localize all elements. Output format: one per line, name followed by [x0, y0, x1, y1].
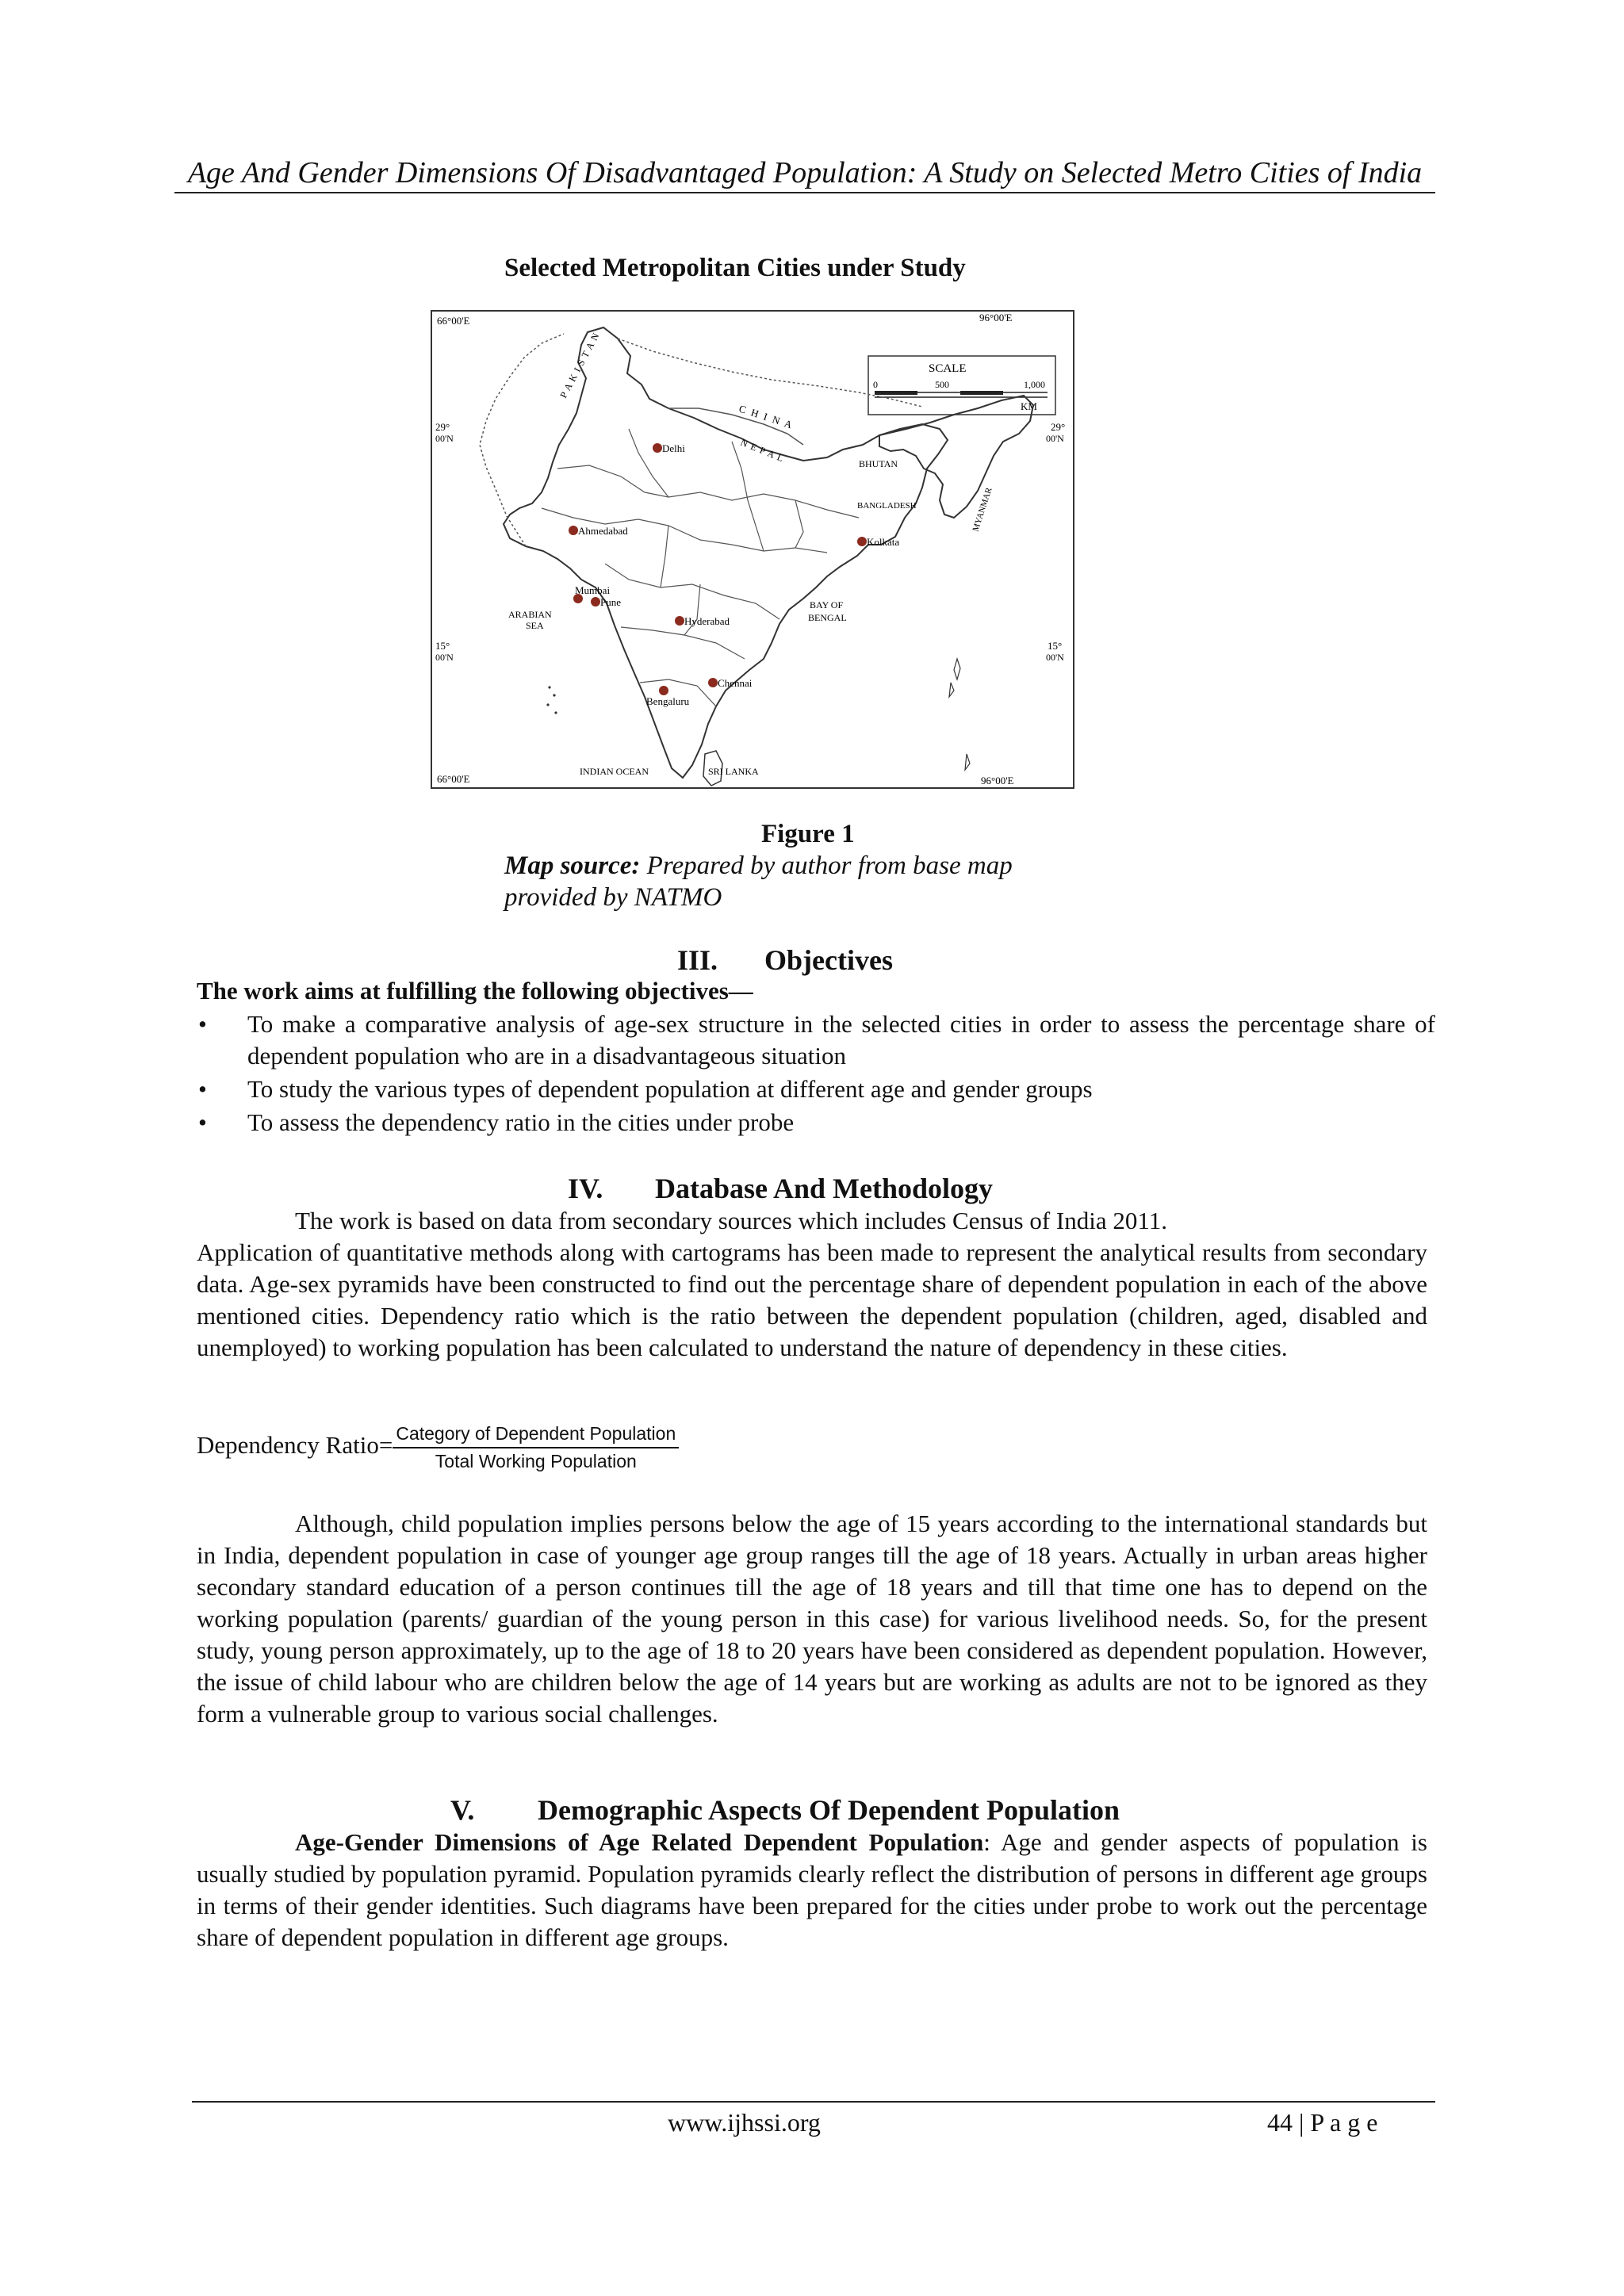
map-corner-tl: 66°00'E — [437, 315, 470, 327]
scale-title: SCALE — [929, 362, 967, 375]
section-heading-objectives — [677, 943, 893, 977]
label-pakistan: P A K I S T A N — [557, 330, 602, 400]
section-heading-methodology — [568, 1172, 993, 1205]
city-label: Mumbai — [575, 584, 611, 596]
city-marker — [653, 443, 662, 453]
demographic-para — [197, 1827, 1427, 1954]
city-label: Kolkata — [867, 536, 900, 548]
demographic-text: : Age and gender aspects of population is usually studied by population pyramid. Population pyramids clearly reflect the distribution of persons in different age groups in terms of their gender identities. Such diagrams have been prepared for the cities under probe to work out the percentage share of dependent population in different age groups. — [197, 1828, 1427, 1951]
city-marker — [708, 678, 718, 687]
city-pune — [591, 596, 621, 608]
city-label: Pune — [600, 596, 621, 608]
city-marker — [659, 686, 668, 695]
city-label: Delhi — [662, 442, 685, 454]
city-marker — [569, 526, 578, 535]
lat-15-left-sub: 00'N — [435, 652, 454, 663]
map-corner-bl: 66°00'E — [437, 773, 470, 785]
lat-29-right: 29° — [1051, 421, 1066, 433]
section-number: III. — [677, 944, 718, 976]
section-heading-demographic — [450, 1793, 1120, 1827]
list-item: • To assess the dependency ratio in the cities under probe — [198, 1107, 1435, 1138]
lat-15-right: 15° — [1048, 640, 1063, 652]
list-item: • To study the various types of dependent population at different age and gender groups — [198, 1073, 1435, 1105]
formula-numerator: Category of Dependent Population — [393, 1423, 679, 1448]
city-label: Ahmedabad — [578, 525, 628, 537]
figure-source-label: Map source: — [504, 851, 641, 880]
methodology-para-2: Application of quantitative methods along with cartograms has been made to represent the analytical results from secondary data. Age-sex pyramids have been constructed to find out the percentage share of dependent population in each of the above mentioned cities. Dependency ratio which is the ratio between the dependent population (children, aged, disabled and unemployed) to working population has been calculated to understand the nature of dependency in these cities. — [197, 1238, 1427, 1361]
figure-source — [504, 850, 1107, 913]
figure-title: Selected Metropolitan Cities under Study — [504, 254, 966, 282]
footer-url: www.ijhssi.org — [668, 2108, 821, 2137]
scale-500: 500 — [935, 379, 949, 390]
lat-29-right-sub: 00'N — [1046, 433, 1064, 444]
label-bay-2: BENGAL — [808, 612, 847, 623]
map-corner-br: 96°00'E — [981, 775, 1014, 786]
city-label: Chennai — [718, 677, 753, 689]
scale-1000: 1,000 — [1024, 379, 1045, 390]
figure-source-text: Prepared by author from base map provided by NATMO — [504, 851, 1013, 912]
section-title: Database And Methodology — [655, 1173, 994, 1204]
label-sri-lanka: SRI LANKA — [708, 766, 759, 777]
city-marker — [857, 537, 867, 546]
section-title: Demographic Aspects Of Dependent Population — [538, 1794, 1120, 1826]
lat-15-right-sub: 00'N — [1046, 652, 1064, 663]
running-title: Age And Gender Dimensions Of Disadvantaged Population: A Study on Selected Metro Cities of India — [187, 156, 1423, 189]
city-delhi — [653, 442, 685, 454]
city-ahmedabad — [569, 525, 628, 537]
lat-15-left: 15° — [435, 640, 450, 652]
label-nepal: N E P A L — [738, 436, 786, 465]
label-bay-1: BAY OF — [810, 599, 844, 610]
methodology-para-1: The work is based on data from secondary sources which includes Census of India 2011. — [295, 1207, 1167, 1234]
label-bhutan: BHUTAN — [859, 458, 898, 469]
city-label: Hyderabad — [684, 615, 730, 627]
list-item: • To make a comparative analysis of age-sex structure in the selected cities in order to assess the percentage share of dependent population who are in a disadvantageous situation — [198, 1008, 1435, 1072]
demographic-lead: Age-Gender Dimensions of Age Related Dependent Population — [295, 1828, 984, 1856]
section-title: Objectives — [764, 944, 893, 976]
section-number: V. — [450, 1794, 475, 1826]
map-corner-tr: 96°00'E — [979, 312, 1013, 323]
figure-label: Figure 1 — [761, 820, 855, 848]
map-frame — [431, 311, 1074, 788]
scale-unit: KM — [1021, 400, 1037, 412]
label-bangladesh: BANGLADESH — [857, 501, 917, 511]
dependency-ratio-formula — [197, 1423, 679, 1472]
methodology-para-3: Although, child population implies persons below the age of 15 years according to the international standards but in India, dependent population in case of younger age group ranges till the age of 18 years. Actually in urban areas higher secondary standard education of a person continues till the age of 18 years and till that time one has to depend on the working population (parents/ guardian of the young person in this case) for various livelihood needs. So, for the present study, young person approximately, up to the age of 18 to 20 years have been considered as dependent population. However, the issue of child labour who are children below the age of 14 years but are working as adults are not to be ignored as they form a vulnerable group to various social challenges. — [197, 1510, 1427, 1728]
city-marker — [591, 597, 600, 607]
objectives-lead: The work aims at fulfilling the following objectives— — [197, 977, 753, 1004]
page-number: 44 | P a g e — [1267, 2108, 1378, 2137]
city-marker — [675, 616, 684, 626]
lat-29-left: 29° — [435, 421, 450, 433]
footer-rule — [192, 2101, 1435, 2103]
formula-label: Dependency Ratio= — [197, 1431, 393, 1460]
label-china: C H I N A — [737, 402, 795, 431]
scale-zero: 0 — [873, 379, 878, 390]
label-indian-ocean: INDIAN OCEAN — [580, 766, 649, 777]
header-rule — [174, 192, 1435, 193]
lat-29-left-sub: 00'N — [435, 433, 454, 444]
label-arabian-sea-1: ARABIAN — [508, 609, 552, 620]
formula-denominator: Total Working Population — [435, 1451, 637, 1471]
label-myanmar: MYANMAR — [971, 486, 994, 533]
objectives-list — [198, 1008, 1435, 1140]
label-arabian-sea-2: SEA — [526, 620, 544, 631]
section-number: IV. — [568, 1173, 603, 1204]
city-label: Bengaluru — [646, 695, 690, 707]
india-map — [431, 310, 1074, 789]
formula-fraction — [393, 1423, 679, 1472]
